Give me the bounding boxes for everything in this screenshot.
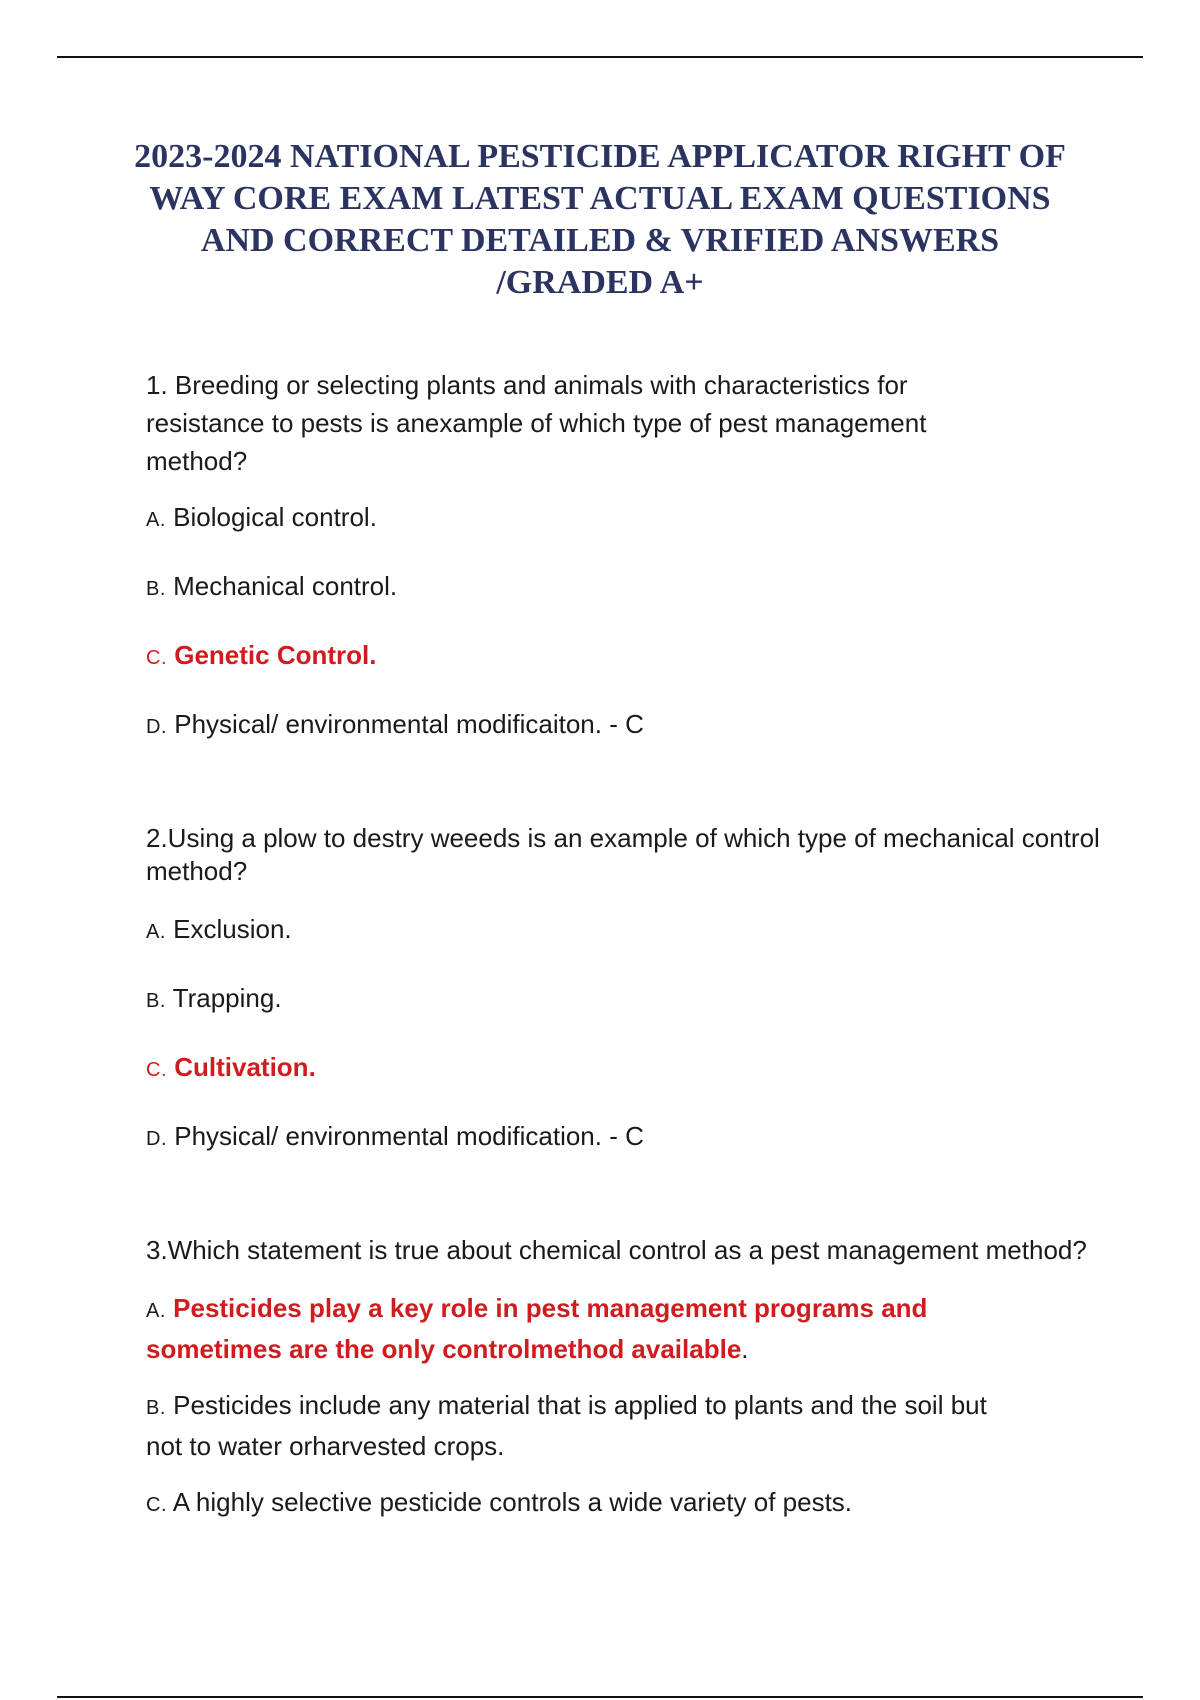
question-2-option-c-correct xyxy=(146,1048,1106,1089)
option-trailing-period: . xyxy=(741,1334,749,1364)
option-text: Physical/ environmental modification. - C xyxy=(174,1121,644,1151)
option-letter: A. xyxy=(146,921,166,943)
option-letter: A. xyxy=(146,1300,166,1322)
question-3-text: 3.Which statement is true about chemical control as a pest management method? xyxy=(146,1235,1087,1265)
question-1-option-d xyxy=(146,705,1106,746)
question-3-option-b xyxy=(146,1386,1006,1465)
option-text: Pesticides play a key role in pest management programs and sometimes are the only controlmethod available xyxy=(146,1293,928,1364)
option-letter: D. xyxy=(146,716,167,738)
question-1-text: 1. Breeding or selecting plants and animals with characteristics for resistance to pests is anexample of which type of pest management method? xyxy=(146,370,927,476)
option-text: Pesticides include any material that is applied to plants and the soil but not to water orharvested crops. xyxy=(146,1390,987,1461)
option-text: Genetic Control. xyxy=(174,640,377,670)
top-rule xyxy=(57,56,1143,58)
question-3-option-a-correct xyxy=(146,1289,1006,1368)
question-1-option-b xyxy=(146,567,1106,608)
option-letter: B. xyxy=(146,990,166,1012)
option-text: Mechanical control. xyxy=(173,571,398,601)
document-title: 2023-2024 NATIONAL PESTICIDE APPLICATOR RIGHT OF WAY CORE EXAM LATEST ACTUAL EXAM QUESTIONS AND CORRECT DETAILED & VRIFIED ANSWERS /GRADED A+ xyxy=(134,138,1066,301)
question-list xyxy=(146,366,1106,1524)
option-letter: C. xyxy=(146,1494,167,1516)
question-2-option-d xyxy=(146,1117,1106,1158)
option-text: Cultivation. xyxy=(174,1052,316,1082)
option-text: Exclusion. xyxy=(173,914,292,944)
option-letter: A. xyxy=(146,509,166,531)
option-text: Physical/ environmental modificaiton. - C xyxy=(174,709,644,739)
option-text: A highly selective pesticide controls a wide variety of pests. xyxy=(172,1487,853,1517)
option-text: Biological control. xyxy=(173,502,377,532)
option-letter: B. xyxy=(146,578,166,600)
question-2-option-b xyxy=(146,979,1106,1020)
option-letter: C. xyxy=(146,647,167,669)
question-2-option-a xyxy=(146,910,1106,951)
question-3-option-c xyxy=(146,1483,1106,1524)
option-letter: C. xyxy=(146,1059,167,1081)
option-letter: D. xyxy=(146,1128,167,1150)
option-letter: B. xyxy=(146,1397,166,1419)
question-2-text: 2.Using a plow to destry weeeds is an example of which type of mechanical control method? xyxy=(146,823,1100,886)
question-1-option-a xyxy=(146,498,1106,539)
question-1-option-c-correct xyxy=(146,636,1106,677)
bottom-rule xyxy=(57,1696,1143,1698)
option-text: Trapping. xyxy=(172,983,282,1013)
